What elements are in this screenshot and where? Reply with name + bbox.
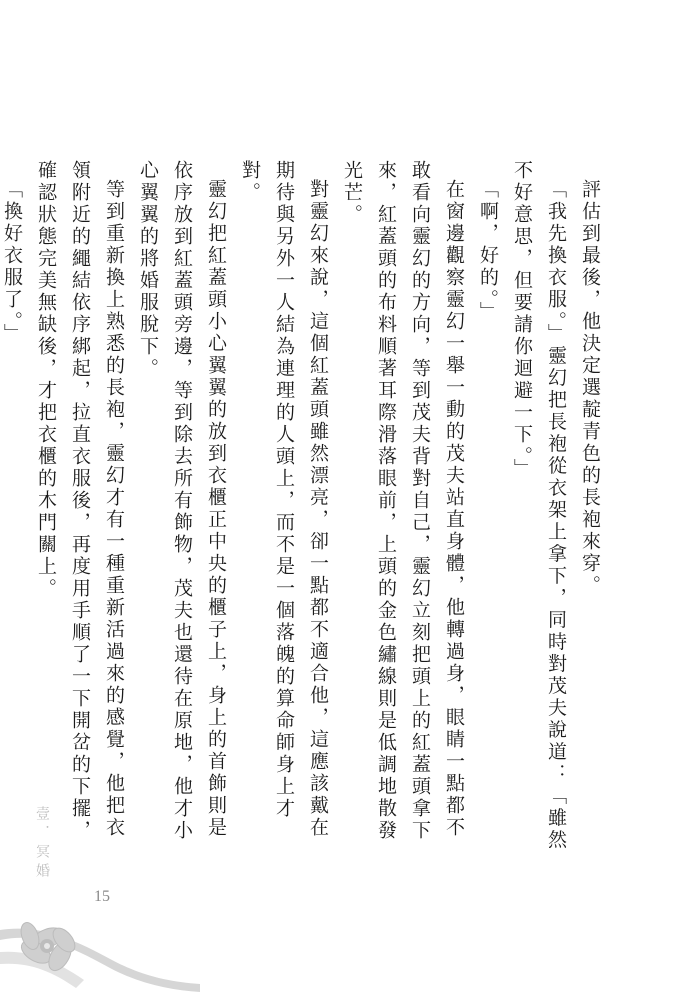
paragraph-3: 「啊，好的。」 <box>477 179 499 324</box>
ribbon-flower-icon <box>0 880 200 992</box>
paragraph-4: 在窗邊觀察靈幻一舉一動的茂夫站直身體，他轉過身，眼睛一點都不敢看向靈幻的方向，等到茂夫背對自己，靈幻立刻把頭上的紅蓋頭拿下來，紅蓋頭的布料順著耳際滑落眼前，上頭的金色繡線則是低調地散發光芒。 <box>341 160 465 842</box>
chapter-label: 壹．冥婚 <box>34 806 50 882</box>
paragraph-7: 等到重新換上熟悉的長袍，靈幻才有一種重新活過來的感覺，他把衣領附近的繩結依序綁起，拉直衣服後，再度用手順了一下開岔的下擺，確認狀態完美無缺後，才把衣櫃的木門關上。 <box>35 160 125 842</box>
paragraph-2: 「我先換衣服。」靈幻把長袍從衣架上拿下，同時對茂夫說道：「雖然不好意思，但要請你迴避一下。」 <box>511 160 567 852</box>
paragraph-8: 「換好衣服了。」 <box>1 179 23 346</box>
page-number: 15 <box>94 888 110 905</box>
paragraph-5: 對靈幻來說，這個紅蓋頭雖然漂亮，卻一點都不適合他，這應該戴在期待與另外一人結為連理的人頭上，而不是一個落魄的算命師身上才對。 <box>239 160 329 839</box>
paragraph-1: 評估到最後，他決定選靛青色的長袍來穿。 <box>579 179 601 597</box>
body-text <box>0 160 607 860</box>
paragraph-6: 靈幻把紅蓋頭小心翼翼的放到衣櫃正中央的櫃子上，身上的首飾則是依序放到紅蓋頭旁邊，等到除去所有飾物，茂夫也還待在原地，他才小心翼翼的將婚服脫下。 <box>137 160 227 842</box>
